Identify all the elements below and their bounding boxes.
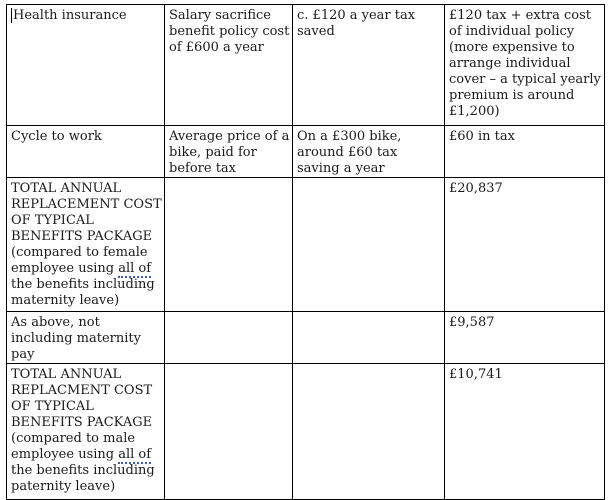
table-row-health-insurance (7, 5, 605, 126)
table-cell[interactable] (7, 364, 165, 500)
total-value: £20,837 (449, 181, 503, 196)
row-label: As above, not including maternity pay (11, 315, 141, 362)
total-value: £9,587 (449, 315, 495, 330)
benefit-name: Health insurance (13, 8, 127, 23)
table-cell[interactable] (445, 364, 605, 500)
table-row-total-male (7, 364, 605, 500)
benefit-name: Cycle to work (11, 129, 102, 144)
table-cell[interactable] (293, 126, 445, 178)
table-cell[interactable] (445, 126, 605, 178)
replacement-cost: £60 in tax (449, 129, 515, 144)
benefit-description: Average price of a bike, paid for before tax (169, 129, 290, 176)
table-cell[interactable] (7, 126, 165, 178)
replacement-cost: £120 tax + extra cost of individual policy (more expensive to arrange individual cover – a typical yearly premium is around £1,200) (449, 8, 601, 119)
table-cell[interactable] (165, 178, 293, 312)
benefits-cost-table (6, 4, 605, 500)
tax-saving: c. £120 a year tax saved (297, 8, 416, 39)
text-cursor (11, 8, 12, 23)
benefit-description: Salary sacrifice benefit policy cost of £600 a year (169, 8, 290, 55)
table-cell[interactable] (293, 312, 445, 364)
table-cell[interactable] (445, 5, 605, 126)
table-cell[interactable] (165, 364, 293, 500)
table-cell[interactable] (293, 178, 445, 312)
table-cell[interactable] (445, 178, 605, 312)
row-label-b: the benefits including paternity leave) (11, 463, 155, 494)
table-cell[interactable] (165, 312, 293, 364)
table-cell[interactable] (7, 178, 165, 312)
row-label-a: TOTAL ANNUAL REPLACMENT COST OF TYPICAL BENEFITS PACKAGE (compared to male employee using (11, 367, 153, 462)
row-label-b: the benefits including maternity leave) (11, 277, 155, 308)
underlined-emphasis: all of (118, 261, 152, 276)
underlined-emphasis: all of (118, 447, 152, 462)
table-row-excluding-maternity (7, 312, 605, 364)
row-label-a: TOTAL ANNUAL REPLACEMENT COST OF TYPICAL BENEFITS PACKAGE (compared to female employee using (11, 181, 162, 276)
table-cell[interactable] (165, 126, 293, 178)
tax-saving: On a £300 bike, around £60 tax saving a year (297, 129, 402, 176)
table-cell[interactable] (7, 5, 165, 126)
table-cell[interactable] (165, 5, 293, 126)
table-row-total-female (7, 178, 605, 312)
table-cell[interactable] (293, 364, 445, 500)
table-row-cycle-to-work (7, 126, 605, 178)
table-cell[interactable] (293, 5, 445, 126)
table-cell[interactable] (7, 312, 165, 364)
total-value: £10,741 (449, 367, 503, 382)
table-cell[interactable] (445, 312, 605, 364)
